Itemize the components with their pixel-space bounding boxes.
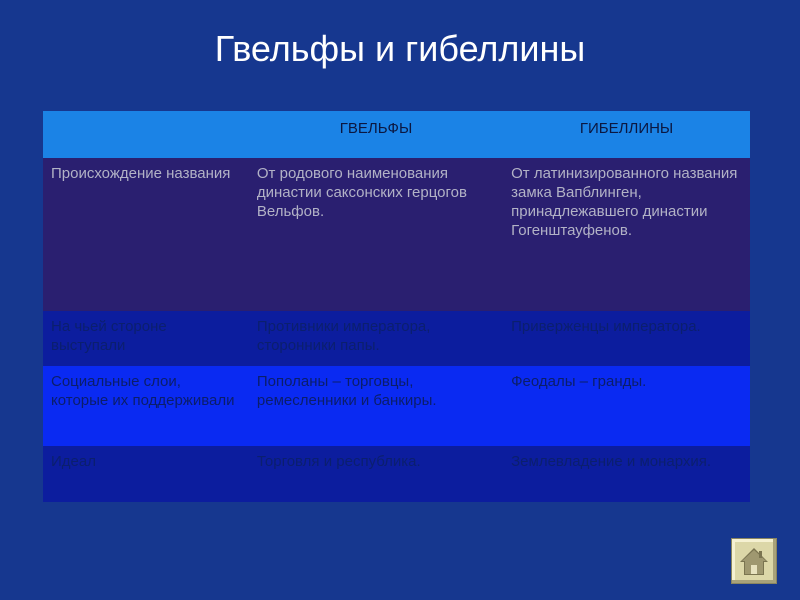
header-cell-empty <box>43 111 249 158</box>
ghibellines-cell: Землевладение и монархия. <box>511 453 712 470</box>
row-label: Социальные слои, которые их поддерживали <box>51 373 235 409</box>
home-icon <box>738 545 770 577</box>
row-label: Происхождение названия <box>51 165 231 182</box>
table-row <box>43 158 750 311</box>
header-cell-guelphs: ГВЕЛЬФЫ <box>339 120 413 137</box>
ghibellines-cell: От латинизированного названия замка Вапблинген, принадлежавшего династии Гогенштауфенов. <box>511 165 738 239</box>
guelphs-cell: Пополаны – торговцы, ремесленники и банкиры. <box>256 373 437 409</box>
table-header-row <box>43 111 750 158</box>
row-label: Идеал <box>51 453 96 470</box>
table-row <box>43 311 750 366</box>
slide-title: Гвельфы и гибеллины <box>214 28 586 69</box>
table-row <box>43 446 750 502</box>
guelphs-cell: От родового наименования династии саксонских герцогов Вельфов. <box>256 165 467 220</box>
comparison-table <box>43 111 750 502</box>
guelphs-cell: Торговля и республика. <box>256 453 421 470</box>
header-cell-ghibellines: ГИБЕЛЛИНЫ <box>579 120 674 137</box>
home-button[interactable] <box>731 538 777 584</box>
guelphs-cell: Противники императора, сторонники папы. <box>256 318 431 354</box>
row-label: На чьей стороне выступали <box>51 318 167 354</box>
table-row <box>43 366 750 446</box>
ghibellines-cell: Феодалы – гранды. <box>511 373 647 390</box>
ghibellines-cell: Приверженцы императора. <box>511 318 701 335</box>
